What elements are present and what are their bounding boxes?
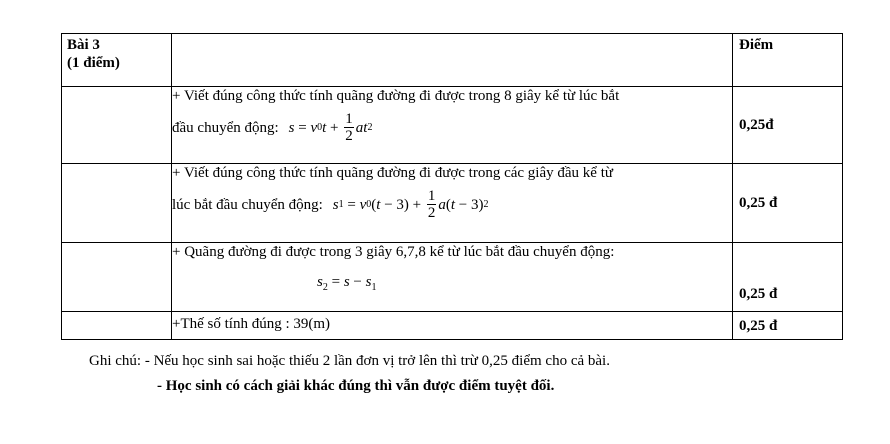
header-row xyxy=(62,34,843,87)
criterion-cell xyxy=(172,164,733,243)
criterion-text-cont: lúc bắt đầu chuyển động: xyxy=(172,196,323,213)
criterion-cell xyxy=(172,312,733,340)
score-cell: 0,25đ xyxy=(733,87,843,164)
score-cell: 0,25 đ xyxy=(733,164,843,243)
formula-s1: s 1 = v 0 ( t − 3) + $\frac{1}{2}$ a ( t − 3) 2 xyxy=(332,188,489,221)
score-header: Điểm xyxy=(733,34,843,87)
formula-s: s = v 0 t + $\frac{1}{2}$ at 2 xyxy=(288,111,373,144)
notes xyxy=(89,352,610,395)
note-1: Ghi chú: - Nếu học sinh sai hoặc thiếu 2 lần đơn vị trở lên thì trừ 0,25 điểm cho cả bài. xyxy=(89,353,610,369)
empty-cell xyxy=(62,87,172,164)
criterion-text-cont: đầu chuyển động: xyxy=(172,119,279,136)
criterion-text: + Quãng đường đi được trong 3 giây 6,7,8 kể từ lúc bắt đầu chuyển động: xyxy=(172,244,615,260)
empty-cell xyxy=(62,164,172,243)
problem-label-cell xyxy=(62,34,172,87)
score-cell: 0,25 đ xyxy=(733,243,843,312)
criterion-cell xyxy=(172,87,733,164)
table-row xyxy=(62,164,843,243)
problem-points: (1 điểm) xyxy=(67,55,120,71)
problem-title: Bài 3 xyxy=(67,37,100,53)
criterion-text: + Viết đúng công thức tính quãng đường đi được trong các giây đầu kể từ xyxy=(172,165,613,181)
empty-cell xyxy=(62,312,172,340)
empty-cell xyxy=(62,243,172,312)
formula-s2: $s_2 = s - s_1$ xyxy=(317,274,377,293)
criterion-cell xyxy=(172,243,733,312)
criterion-text: +Thế số tính đúng : 39(m) xyxy=(172,316,331,332)
criterion-text: + Viết đúng công thức tính quãng đường đi được trong 8 giây kể từ lúc bắt xyxy=(172,88,620,104)
note-2: - Học sinh có cách giải khác đúng thì vẫn được điểm tuyệt đối. xyxy=(157,378,555,394)
header-empty-cell xyxy=(172,34,733,87)
table-row xyxy=(62,243,843,312)
score-cell: 0,25 đ xyxy=(733,312,843,340)
table-row xyxy=(62,87,843,164)
grading-table xyxy=(61,33,843,340)
table-row xyxy=(62,312,843,340)
